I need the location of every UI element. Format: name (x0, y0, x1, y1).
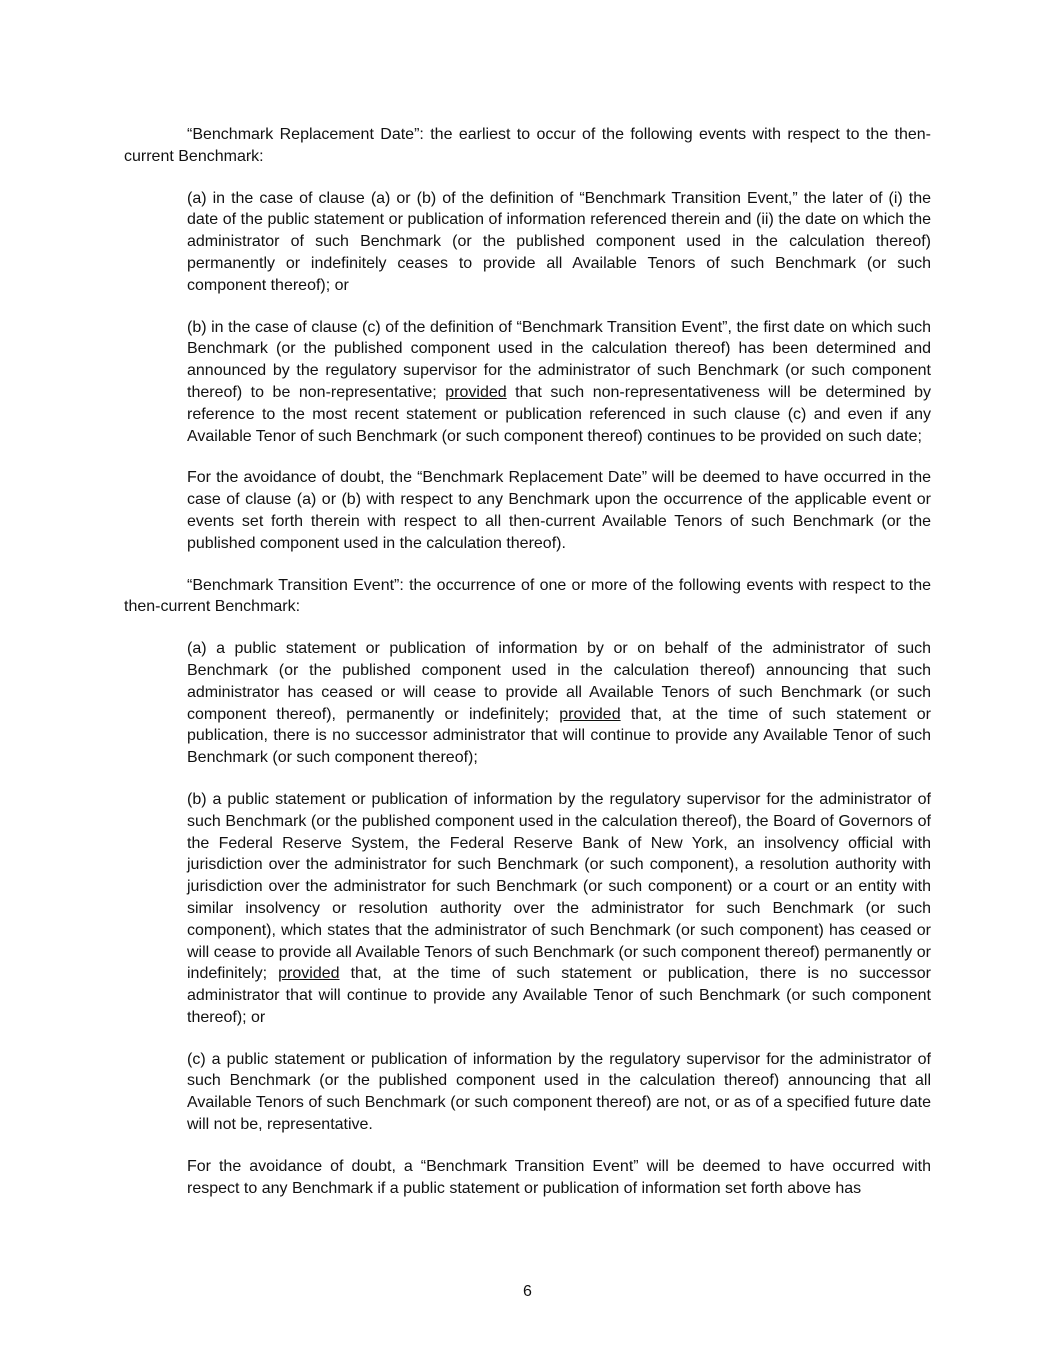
clause-text: that, at the time of such statement or publication, there is no successor administrator that will continue to provide any Available Tenor of such Benchmark (or such component thereof); or (187, 965, 931, 1026)
page-number: 6 (523, 1283, 532, 1300)
document-body (124, 124, 931, 1199)
clause-replacement-date-a: (a) in the case of clause (a) or (b) of the definition of “Benchmark Transition Event,” the later of (i) the date of the public statement or publication of information referenced therein and (ii) the date on which the administrator of such Benchmark (or the published component used in the calculation thereof) permanently or indefinitely ceases to provide all Available Tenors of such Benchmark (or such component thereof); or (187, 189, 931, 294)
clause-text: that such non-representativeness will be determined by reference to the most recent statement or publication referenced in such clause (c) and even if any Available Tenor of such Benchmark (or such component thereof) continues to be provided on such date; (187, 383, 932, 445)
provided-underlined: provided (278, 965, 340, 983)
definition-benchmark-replacement-date: “Benchmark Replacement Date”: the earliest to occur of the following events with respect to the then-current Benchmark: (124, 126, 931, 165)
clause-text: (a) a public statement or publication of information by or on behalf of the administrator of such Benchmark (or the published component used in the calculation thereof) announcing that such administrator has ceased or will cease to provide all Available Tenors of such Benchmark (or such component thereof), permanently or indefinitely; (187, 640, 931, 723)
definition-benchmark-transition-event: “Benchmark Transition Event”: the occurrence of one or more of the following events with respect to the then-current Benchmark: (124, 576, 931, 616)
provided-underlined: provided (445, 383, 507, 401)
avoidance-of-doubt-transition-event: For the avoidance of doubt, a “Benchmark Transition Event” will be deemed to have occurred with respect to any Benchmark if a public statement or publication of information set forth above has (187, 1157, 931, 1197)
clause-transition-event-a (187, 638, 931, 769)
clause-replacement-date-b (187, 317, 931, 448)
provided-underlined: provided (559, 705, 621, 723)
clause-text: (b) in the case of clause (c) of the definition of “Benchmark Transition Event”, the first date on which such Benchmark (or the published component used in the calculation thereof) has been determined and announced by the regulatory supervisor for the administrator of such Benchmark (or such component thereof) to be non-representative; (187, 318, 931, 401)
clause-transition-event-c: (c) a public statement or publication of information by the regulatory supervisor for the administrator of such Benchmark (or the published component used in the calculation thereof) announcing that all Available Tenors of such Benchmark (or such component thereof) are not, or as of a specified future date will not be, representative. (187, 1050, 931, 1134)
clause-text: that, at the time of such statement or publication, there is no successor administrator that will continue to provide any Available Tenor of such Benchmark (or such component thereof); (187, 705, 931, 767)
avoidance-of-doubt-replacement-date: For the avoidance of doubt, the “Benchmark Replacement Date” will be deemed to have occurred in the case of clause (a) or (b) with respect to any Benchmark upon the occurrence of the applicable event or events set forth therein with respect to all then-current Available Tenors of such Benchmark (or the published component used in the calculation thereof). (187, 469, 931, 552)
clause-transition-event-b (187, 789, 931, 1029)
clause-text: (b) a public statement or publication of information by the regulatory supervisor for the administrator of such Benchmark (or the published component used in the calculation thereof), the Board of Governors of the Federal Reserve System, the Federal Reserve Bank of New York, an insolvency official with jurisdiction over the administrator for such Benchmark (or such component), a resolution authority with jurisdiction over the administrator for such Benchmark (or such component) or a court or an entity with similar insolvency or resolution authority over the administrator for such Benchmark (or such component), which states that the administrator of such Benchmark (or such component) has ceased or will cease to provide all Available Tenors of such Benchmark (or such component thereof) permanently or indefinitely; (187, 790, 931, 983)
